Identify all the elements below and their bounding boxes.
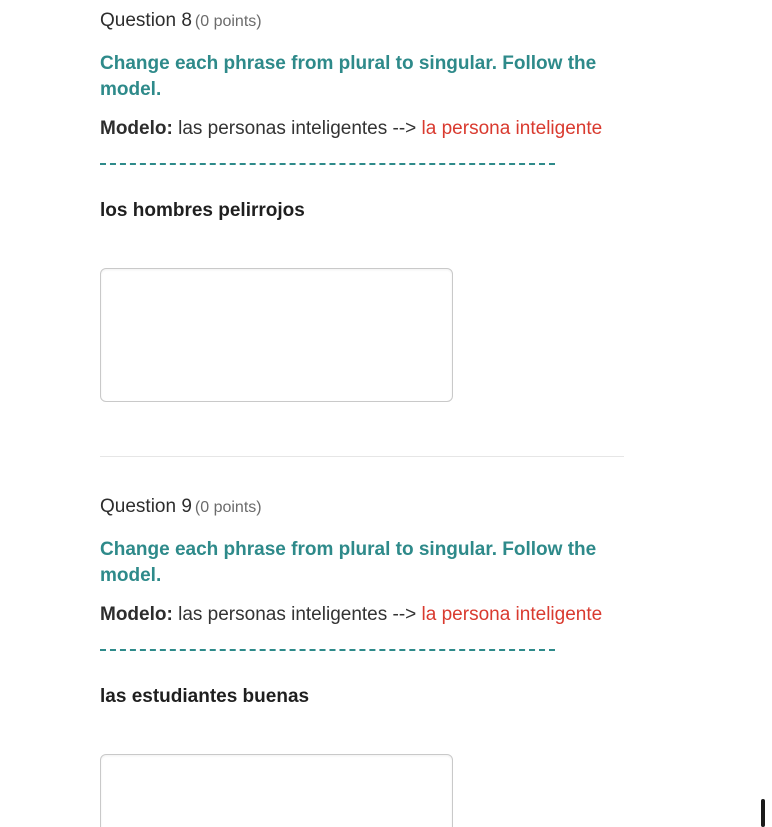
scrollbar-thumb[interactable] — [761, 799, 765, 827]
model-label: Modelo: — [100, 604, 173, 625]
model-answer: la persona inteligente — [421, 118, 603, 139]
question-points: (0 points) — [194, 499, 262, 516]
model-text: las personas inteligentes --> — [172, 118, 422, 139]
question-title: Question 9 — [100, 496, 192, 517]
question-header — [100, 496, 262, 518]
dashed-separator — [100, 163, 555, 165]
model-text: las personas inteligentes --> — [172, 604, 422, 625]
dashed-separator — [100, 649, 555, 651]
question-instruction: Change each phrase from plural to singular. Follow the model. — [100, 539, 597, 586]
question-header — [100, 10, 262, 32]
answer-input[interactable] — [100, 754, 453, 827]
question-points: (0 points) — [194, 13, 262, 30]
model-example — [100, 604, 602, 626]
model-example — [100, 118, 602, 140]
question-phrase: los hombres pelirrojos — [100, 200, 305, 221]
answer-input[interactable] — [100, 268, 453, 402]
question-title: Question 8 — [100, 10, 192, 31]
question-divider — [100, 456, 624, 457]
question-instruction: Change each phrase from plural to singular. Follow the model. — [100, 53, 597, 100]
model-answer: la persona inteligente — [421, 604, 603, 625]
question-phrase: las estudiantes buenas — [100, 686, 310, 707]
model-label: Modelo: — [100, 118, 173, 139]
